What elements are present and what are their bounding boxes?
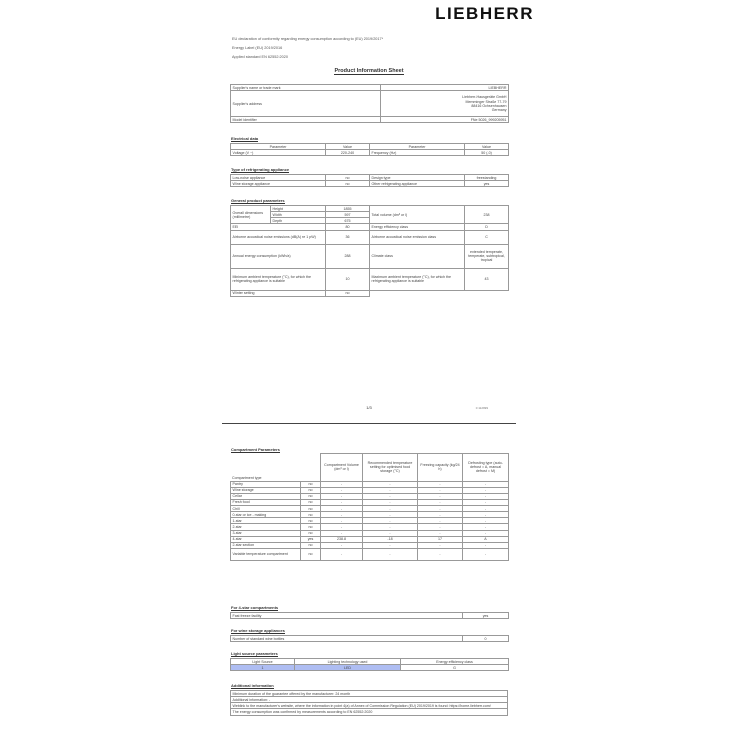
table-cell: - — [418, 493, 463, 499]
table-cell: - — [321, 487, 363, 493]
table-cell: Total volume (dm³ or l) — [370, 206, 465, 224]
table-cell: no — [326, 290, 370, 296]
table-cell: Fresh food — [231, 499, 301, 505]
section-heading: Electrical data — [231, 136, 259, 141]
table-row — [231, 665, 509, 671]
light-source-table — [230, 658, 509, 671]
electrical-table — [230, 143, 509, 156]
table-cell: - — [321, 512, 363, 518]
compartment-table — [230, 453, 509, 561]
table-cell: 43 — [465, 268, 509, 290]
table-cell: no — [301, 524, 321, 530]
table-cell: - — [463, 518, 509, 524]
table-cell: Model identifier — [231, 117, 381, 123]
wine-storage-table — [230, 635, 509, 642]
table-cell: - — [418, 499, 463, 505]
section-heading: Type of refrigerating appliance — [231, 167, 290, 172]
table-cell — [370, 290, 465, 296]
table-cell: The energy consumption was confirmed by measurements according to EN 62552:2020 — [231, 709, 508, 715]
column-header: Defrosting type (auto-defrost = A, manual defrost = M) — [463, 454, 509, 482]
table-row — [231, 290, 509, 296]
table-cell: - — [321, 518, 363, 524]
column-header: Value — [326, 144, 370, 150]
table-cell: - — [363, 493, 418, 499]
table-cell: no — [301, 499, 321, 505]
table-cell: Minimum duration of the guarantee offered by the manufacturer: 24 month — [231, 691, 508, 697]
document-code: 0 112999 — [475, 406, 488, 410]
table-cell: - — [418, 530, 463, 536]
intro-line: Energy Label (EU) 2019/2016 — [232, 46, 283, 50]
table-cell: 220-240 — [326, 150, 370, 156]
section-heading: Light source parameters — [231, 651, 278, 656]
table-cell: Energy efficiency class — [370, 224, 465, 230]
table-cell: - — [463, 499, 509, 505]
table-cell: Maximum ambient temperature (°C), for which the refrigerating appliance is suitable — [370, 268, 465, 290]
table-row — [231, 150, 509, 156]
table-cell: - — [463, 548, 509, 560]
table-cell: Frequency (Hz) — [370, 150, 465, 156]
table-cell: Pantry — [231, 481, 301, 487]
column-header: Parameter — [231, 144, 326, 150]
table-cell: - — [463, 481, 509, 487]
document-page-1 — [222, 0, 534, 420]
table-cell: no — [326, 175, 370, 181]
table-cell: - — [418, 542, 463, 548]
table-cell: - — [363, 530, 418, 536]
table-cell: Supplier's address — [231, 91, 381, 117]
table-cell: - — [363, 518, 418, 524]
table-cell: - — [321, 499, 363, 505]
section-heading: General product parameters — [231, 198, 285, 203]
table-cell: - — [363, 506, 418, 512]
table-cell: 80 — [326, 224, 370, 230]
table-cell: - — [363, 481, 418, 487]
column-header: Light Source — [231, 659, 295, 665]
table-cell: Winter setting — [231, 290, 326, 296]
table-cell: LIEBHERR — [381, 85, 509, 91]
table-cell: yes — [301, 536, 321, 542]
table-cell: 238.8 — [321, 536, 363, 542]
table-row — [231, 91, 509, 117]
column-header: Compartment Volume (dm³ or l) — [321, 454, 363, 482]
table-cell: Airborne acoustical noise emission class — [370, 230, 465, 244]
table-cell: no — [301, 493, 321, 499]
table-row — [231, 709, 508, 715]
four-star-table — [230, 612, 509, 619]
table-cell: Weblink to the manufacturer's website, where the information in point 4(a) of Annex of Commission Regulation (EU) 2019/2019 is found: https://home.liebherr.com/ — [231, 703, 508, 709]
table-cell: 3-star — [231, 530, 301, 536]
section-heading: Additional information — [231, 683, 274, 688]
table-row — [231, 244, 509, 268]
table-cell: 17 — [418, 536, 463, 542]
additional-info-table — [230, 690, 508, 716]
table-cell: - — [363, 542, 418, 548]
table-cell: no — [301, 512, 321, 518]
intro-line: Applied standard EN 62552:2020 — [232, 55, 288, 59]
table-cell: Variable temperature compartment — [231, 548, 301, 560]
table-cell: Fast freeze facility — [231, 613, 463, 619]
table-cell: 2-star section — [231, 542, 301, 548]
table-row — [231, 613, 509, 619]
table-cell: - — [363, 487, 418, 493]
table-cell: - — [418, 506, 463, 512]
table-cell: LED — [295, 665, 401, 671]
table-cell: - — [418, 487, 463, 493]
table-cell: - — [463, 493, 509, 499]
page-number: 1/3 — [366, 405, 372, 410]
column-header: Value — [465, 144, 509, 150]
table-cell: 2-star — [231, 524, 301, 530]
table-cell: A — [463, 536, 509, 542]
table-cell: - — [321, 542, 363, 548]
sheet-title: Product Information Sheet — [334, 68, 404, 74]
table-cell: G — [401, 665, 509, 671]
column-header: Compartment type — [231, 454, 321, 482]
table-cell: Depth — [271, 218, 326, 224]
table-cell: 1-star — [231, 518, 301, 524]
table-cell: Wine storage — [231, 487, 301, 493]
table-cell: - — [321, 506, 363, 512]
table-cell: no — [301, 530, 321, 536]
table-cell: Height — [271, 206, 326, 212]
table-cell: 597 — [326, 212, 370, 218]
table-cell: 288 — [326, 244, 370, 268]
table-row — [231, 548, 509, 560]
table-cell: - — [363, 548, 418, 560]
table-cell: - — [418, 548, 463, 560]
table-cell: Wine storage appliance — [231, 181, 326, 187]
table-cell: D — [465, 224, 509, 230]
column-header: Freezing capacity (kg/24 h) — [418, 454, 463, 482]
table-cell: - — [321, 530, 363, 536]
table-cell: 36 — [326, 230, 370, 244]
table-cell: Supplier's name or trade mark — [231, 85, 381, 91]
table-row — [231, 636, 509, 642]
table-cell: - — [463, 530, 509, 536]
table-row — [231, 230, 509, 244]
table-cell: Overall dimensions (millimetre) — [231, 206, 271, 224]
table-header-row — [231, 454, 509, 482]
table-cell: freestanding — [465, 175, 509, 181]
section-heading: For 4-star compartments — [231, 605, 279, 610]
table-cell: no — [326, 181, 370, 187]
table-cell: 10 — [326, 268, 370, 290]
table-cell: - — [463, 487, 509, 493]
table-cell: 0-star or ice - making — [231, 512, 301, 518]
table-row — [231, 117, 509, 123]
table-cell: C — [465, 230, 509, 244]
table-cell: Additional information: - — [231, 697, 508, 703]
section-heading: For wine storage appliances — [231, 628, 285, 633]
table-cell: -18 — [363, 536, 418, 542]
table-cell: Climate class — [370, 244, 465, 268]
table-cell: Airborne acoustical noise emissions (dB(A) re 1 pW) — [231, 230, 326, 244]
supplier-table — [230, 84, 509, 123]
table-cell: - — [321, 493, 363, 499]
table-cell: Minimum ambient temperature (°C), for which the refrigerating appliance is suitable — [231, 268, 326, 290]
table-cell: Width — [271, 212, 326, 218]
table-cell: yes — [463, 613, 509, 619]
table-cell: FNe 5026_999205951 — [381, 117, 509, 123]
table-cell: 1855 — [326, 206, 370, 212]
table-cell: - — [418, 481, 463, 487]
brand-logo: LIEBHERR — [435, 4, 534, 23]
intro-line: EU declaration of conformity regarding energy consumption according to (EU) 2019/2017* — [232, 37, 384, 41]
table-cell: yes — [465, 181, 509, 187]
table-cell: Low-noise appliance — [231, 175, 326, 181]
table-cell: - — [363, 524, 418, 530]
table-cell: Voltage (V ~) — [231, 150, 326, 156]
table-cell: no — [301, 487, 321, 493]
table-cell: no — [301, 506, 321, 512]
table-row — [231, 181, 509, 187]
table-cell: Chill — [231, 506, 301, 512]
table-cell: Number of standard wine bottles — [231, 636, 463, 642]
section-heading: Compartment Parameters — [231, 447, 280, 452]
table-cell: 4-star — [231, 536, 301, 542]
table-cell: - — [418, 512, 463, 518]
table-cell: no — [301, 518, 321, 524]
compartment-rows — [231, 481, 509, 560]
table-cell: 50 (-0) — [465, 150, 509, 156]
table-row — [231, 268, 509, 290]
general-parameters-table — [230, 205, 509, 297]
table-cell: - — [321, 548, 363, 560]
table-cell: Other refrigerating appliance — [370, 181, 465, 187]
column-header: Parameter — [370, 144, 465, 150]
column-header: Energy efficiency class — [401, 659, 509, 665]
table-cell: - — [463, 512, 509, 518]
document-page-2 — [222, 425, 516, 736]
table-cell: Design type — [370, 175, 465, 181]
table-cell: Cellar — [231, 493, 301, 499]
column-header: Recommended temperature setting for optimised food storage (°C) — [363, 454, 418, 482]
table-cell: - — [463, 542, 509, 548]
table-cell: - — [321, 481, 363, 487]
table-cell: no — [301, 542, 321, 548]
table-cell: - — [463, 506, 509, 512]
table-cell: no — [301, 481, 321, 487]
table-cell: extended temperate, temperate, subtropical, tropical — [465, 244, 509, 268]
column-header: Lighting technology used — [295, 659, 401, 665]
table-cell: 675 — [326, 218, 370, 224]
table-cell: - — [363, 499, 418, 505]
table-cell: - — [463, 524, 509, 530]
table-cell: Liebherr-Hausgeräte GmbH Memminger Straße 77-79 88416 Ochsenhausen Germany — [381, 91, 509, 117]
appliance-type-table — [230, 174, 509, 187]
table-cell: no — [301, 548, 321, 560]
table-cell: - — [418, 518, 463, 524]
table-cell: 238 — [465, 206, 509, 224]
page-separator — [222, 423, 516, 424]
table-cell: - — [418, 524, 463, 530]
table-cell: 0 — [463, 636, 509, 642]
table-cell: EEI — [231, 224, 326, 230]
table-cell: - — [321, 524, 363, 530]
table-cell — [465, 290, 509, 296]
table-cell: - — [363, 512, 418, 518]
intro-text — [232, 35, 502, 62]
table-cell: Annual energy consumption (kWh/a) — [231, 244, 326, 268]
table-cell: 1 — [231, 665, 295, 671]
